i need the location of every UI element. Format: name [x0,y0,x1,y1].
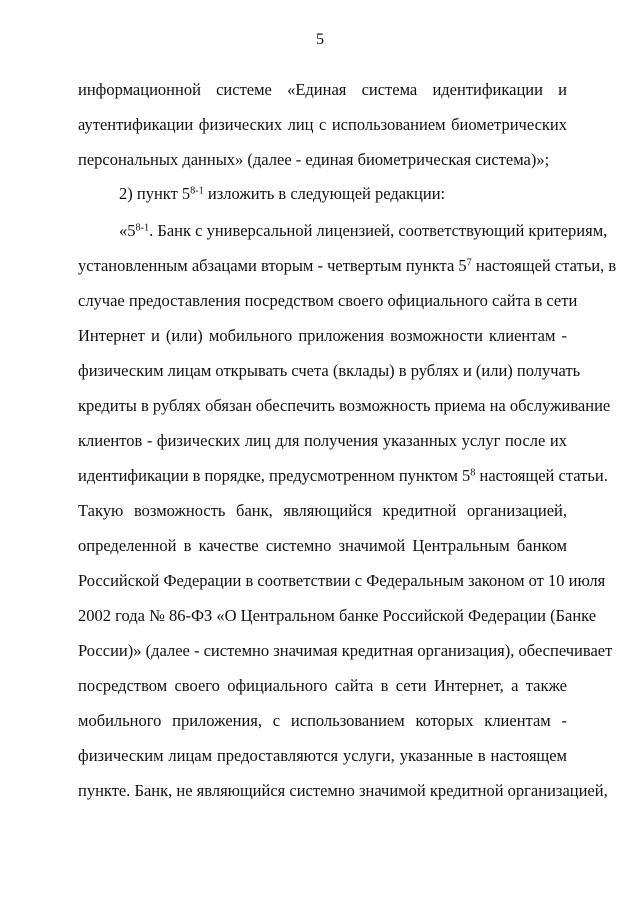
text-segment: . Банк с универсальной лицензией, соответствующий критериям, [149,221,608,240]
text-line [78,466,608,486]
superscript: 7 [466,257,472,269]
text-line: Российской Федерации в соответствии с Федеральным законом от 10 июля [78,571,606,590]
paragraph-start-line [119,221,608,241]
superscript: 8-1 [135,222,150,234]
text-line: физическим лицам открывать счета (вклады) в рублях и (или) получать [78,361,581,380]
page-number: 5 [316,31,324,48]
text-line: определенной в качестве системно значимой Центральным банком [78,536,567,555]
text-line: пункте. Банк, не являющийся системно значимой кредитной организацией, [78,781,608,800]
text-segment: установленным абзацами вторым - четвертым пункта 5 [78,256,467,275]
superscript: 8-1 [190,185,204,197]
text-line: Такую возможность банк, являющийся кредитной организацией, [78,501,567,520]
text-line: кредиты в рублях обязан обеспечить возможность приема на обслуживание [78,396,611,415]
text-line [78,256,617,276]
list-item-line [119,184,567,204]
text-line: посредством своего официального сайта в сети Интернет, а также [78,676,567,695]
text-line: аутентификации физических лиц с использованием биометрических [78,115,567,134]
text-line: случае предоставления посредством своего официального сайта в сети [78,291,578,310]
text-segment: идентификации в порядке, предусмотренном пунктом 5 [78,466,471,485]
text-line: информационной системе «Единая система идентификации и [78,80,567,99]
text-segment: настоящей статьи. [475,466,608,485]
text-line: России)» (далее - системно значимая кредитная организация), обеспечивает [78,641,613,660]
text-segment: 2) пункт 5 [119,184,191,203]
superscript: 8 [470,467,476,479]
text-segment: настоящей статьи, в [471,256,617,275]
text-line: Интернет и (или) мобильного приложения возможности клиентам - [78,326,567,345]
text-line: физическим лицам предоставляются услуги, указанные в настоящем [78,746,567,765]
text-line: персональных данных» (далее - единая биометрическая система)»; [78,150,550,169]
text-line: 2002 года № 86-ФЗ «О Центральном банке Российской Федерации (Банке [78,606,597,625]
text-line: мобильного приложения, с использованием которых клиентам - [78,711,567,730]
text-segment: изложить в следующей редакции: [203,184,446,203]
text-line: клиентов - физических лиц для получения указанных услуг после их [78,431,567,450]
text-segment: «5 [119,221,136,240]
